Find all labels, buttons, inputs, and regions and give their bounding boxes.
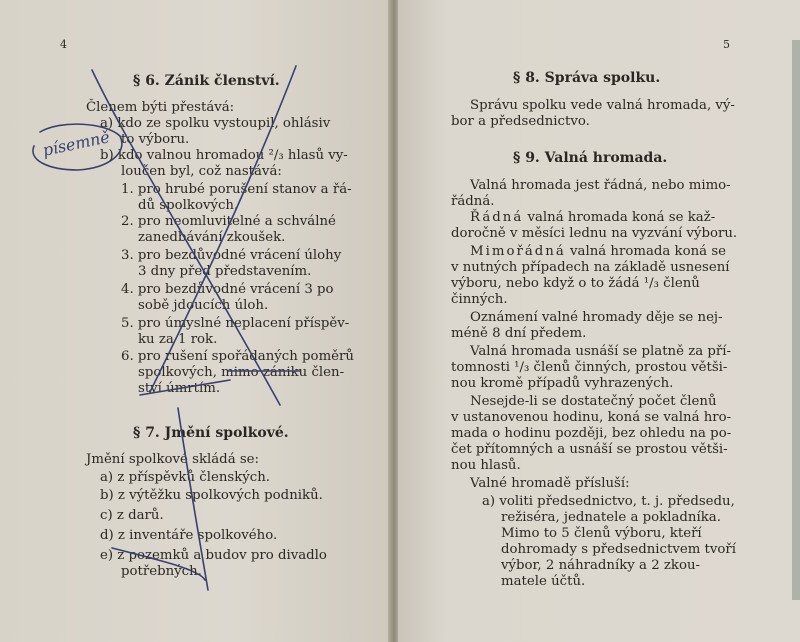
text-line: nou hlasů. — [451, 458, 521, 473]
page-number-left: 4 — [60, 38, 67, 51]
text-line: doročně v měsíci lednu na vyzvání výboru. — [451, 226, 738, 241]
list-item: Mimo to 5 členů výboru, kteří — [501, 526, 702, 541]
heading-section-9: § 9. Valná hromada. — [513, 150, 668, 166]
spaced-term: Mimořádná — [470, 244, 566, 259]
text-line: v nutných případech na základě usnesení — [451, 260, 730, 275]
list-item: e) z pozemků a budov pro divadlo — [100, 548, 327, 563]
list-item: zanedbávání zkoušek. — [138, 230, 286, 245]
page-number-right: 5 — [723, 38, 730, 51]
text-line: Oznámení valné hromady děje se nej- — [470, 310, 723, 325]
list-item: potřebných. — [121, 564, 202, 579]
list-item: loučen byl, což nastává: — [121, 164, 282, 179]
text-line: Nesejde-li se dostatečný počet členů — [470, 394, 717, 409]
heading-section-6: § 6. Zánik členství. — [133, 73, 280, 89]
list-item: 4. pro bezdůvodné vrácení 3 po — [121, 282, 334, 297]
text-line: méně 8 dní předem. — [451, 326, 587, 341]
list-item: matele účtů. — [501, 574, 586, 589]
text-line: mada o hodinu později, bez ohledu na po- — [451, 426, 732, 441]
handwritten-note: písemně — [40, 127, 112, 160]
spaced-term: Řádná — [470, 210, 524, 225]
left-page — [0, 0, 390, 642]
text-line: činných. — [451, 292, 508, 307]
list-item: výbor, 2 náhradníky a 2 zkou- — [501, 558, 701, 573]
text-line: v ustanovenou hodinu, koná se valná hro- — [451, 410, 732, 425]
list-item: a) kdo ze spolku vystoupil, ohlásiv — [100, 116, 331, 131]
list-item: c) z darů. — [100, 508, 164, 523]
text-line: Mimořádná valná hromada koná se — [470, 244, 727, 259]
text-line: Valná hromada jest řádná, nebo mimo- — [470, 178, 731, 193]
text-line: Řádná valná hromada koná se kaž- — [470, 210, 716, 225]
list-item: 5. pro úmyslné neplacení příspěv- — [121, 316, 350, 331]
list-item: ství úmrtím. — [138, 381, 221, 396]
list-item: 3 dny před představením. — [138, 264, 312, 279]
text-line: bor a předsednictvo. — [451, 114, 590, 129]
heading-section-7: § 7. Jmění spolkové. — [133, 425, 289, 441]
list-item: a) z příspěvků členských. — [100, 470, 271, 485]
text-line: nou kromě případů vyhrazených. — [451, 376, 674, 391]
text-line: výboru, nebo když o to žádá ¹/₃ členů — [451, 276, 700, 291]
list-item: dů spolkových. — [138, 198, 239, 213]
heading-section-8: § 8. Správa spolku. — [513, 70, 661, 86]
list-item: b) z výtěžku spolkových podniků. — [100, 488, 323, 503]
list-item: to výboru. — [121, 132, 190, 147]
text-line: Správu spolku vede valná hromada, vý- — [470, 98, 735, 113]
list-item: sobě jdoucích úloh. — [138, 298, 269, 313]
list-item: spolkových, mimo zániku člen- — [138, 365, 345, 380]
text-line: tomnosti ¹/₃ členů činných, prostou větši- — [451, 360, 728, 375]
list-item: 2. pro neomluvitelné a schválné — [121, 214, 336, 229]
list-item: režiséra, jednatele a pokladníka. — [501, 510, 721, 525]
section-7-lead: Jmění spolkové skládá se: — [86, 452, 260, 467]
text-line: Valná hromada usnáší se platně za pří- — [470, 344, 731, 359]
list-item: dohromady s předsednictvem tvoří — [501, 542, 737, 557]
page-edge — [792, 40, 800, 600]
list-item: 1. pro hrubé porušení stanov a řá- — [121, 182, 352, 197]
list-item: 3. pro bezdůvodné vrácení úlohy — [121, 248, 342, 263]
text-line: řádná. — [451, 194, 495, 209]
list-item: d) z inventáře spolkového. — [100, 528, 278, 543]
text-line: Valné hromadě přísluší: — [470, 476, 630, 491]
right-page — [398, 0, 800, 642]
text-line: čet přítomných a usnáší se prostou větši- — [451, 442, 728, 457]
list-item: b) kdo valnou hromadou ²/₃ hlasů vy- — [100, 148, 348, 163]
list-item: a) voliti předsednictvo, t. j. předsedu, — [482, 494, 735, 509]
section-6-lead: Členem býti přestává: — [86, 100, 235, 115]
list-item: ku za 1 rok. — [138, 332, 218, 347]
list-item: 6. pro rušení spořádaných poměrů — [121, 349, 354, 364]
